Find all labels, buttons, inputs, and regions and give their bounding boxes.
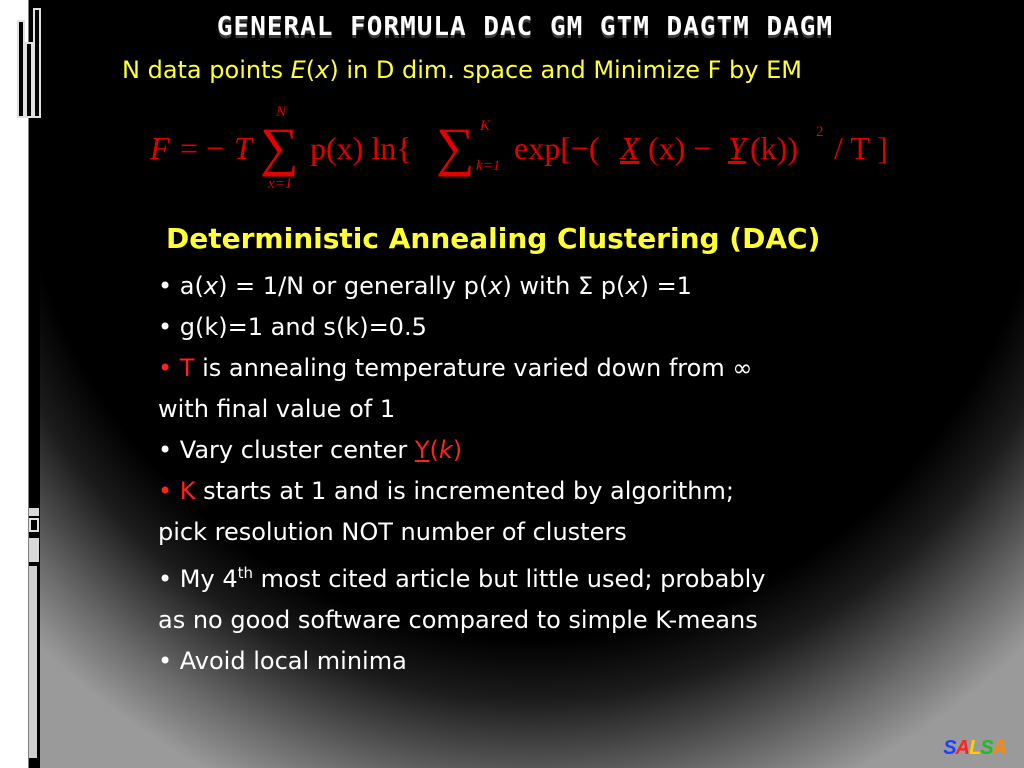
formula-eq: = − — [180, 130, 225, 166]
section-heading: Deterministic Annealing Clustering (DAC) — [166, 222, 821, 255]
deco-bar — [29, 518, 39, 532]
sum-symbol: ∑ — [260, 117, 299, 177]
formula-Y: Y — [728, 130, 746, 166]
formula-lhs: F — [150, 130, 170, 166]
list-item: • K starts at 1 and is incremented by algorithm; — [158, 477, 734, 505]
formula-term1: p(x) ln{ — [310, 130, 412, 166]
sum2-symbol: ∑ — [436, 117, 475, 177]
objective-formula — [150, 104, 910, 196]
formula-term2: exp[−( — [514, 130, 600, 166]
list-item: • My 4th most cited article but little used; probably — [158, 564, 766, 593]
list-item: pick resolution NOT number of clusters — [158, 518, 627, 546]
sum-lower: x=1 — [268, 176, 293, 192]
bullet-list — [158, 266, 878, 682]
sum-upper: N — [276, 104, 287, 120]
slide-title: GENERAL FORMULA DAC GM GTM DAGTM DAGM — [216, 12, 834, 42]
list-item: as no good software compared to simple K-means — [158, 606, 758, 634]
list-item: • a(x) = 1/N or generally p(x) with Σ p(x) =1 — [158, 272, 692, 300]
deco-bar — [25, 42, 33, 118]
deco-bar — [29, 508, 39, 516]
deco-bar — [29, 566, 37, 758]
formula-term5: / T ] — [834, 130, 888, 166]
sum2-lower: k=1 — [476, 158, 501, 174]
list-item: • g(k)=1 and s(k)=0.5 — [158, 313, 427, 341]
list-item: • Avoid local minima — [158, 647, 407, 675]
list-item: • Vary cluster center Y(k) — [158, 436, 463, 464]
list-item: • T is annealing temperature varied down from ∞ — [158, 354, 753, 382]
formula-T: T — [234, 130, 252, 166]
formula-X: X — [620, 130, 640, 166]
formula-term3: (x) − — [648, 130, 712, 166]
sum2-upper: K — [480, 118, 491, 134]
list-item: with final value of 1 — [158, 395, 396, 423]
salsa-logo: SALSA — [943, 737, 1006, 759]
formula-power: 2 — [816, 124, 824, 140]
formula-term4: (k)) — [750, 130, 798, 166]
slide-subtitle: N data points E(x) in D dim. space and Minimize F by EM — [122, 56, 802, 84]
deco-bar — [29, 538, 39, 562]
